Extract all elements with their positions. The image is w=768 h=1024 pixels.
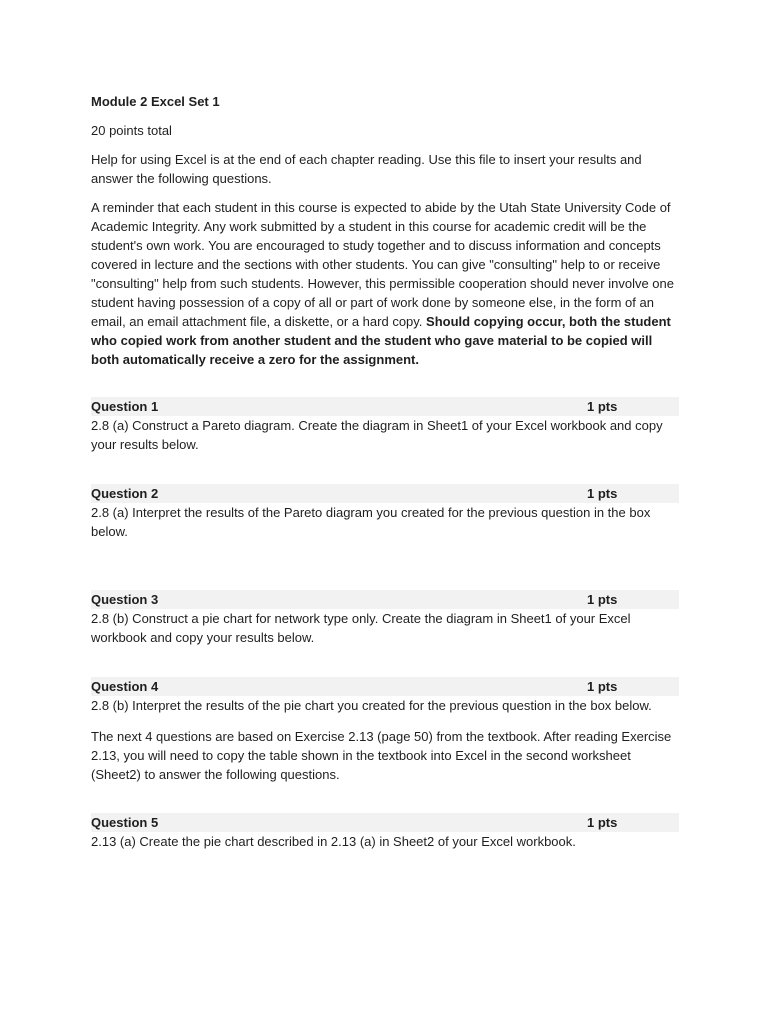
question-text: 2.8 (b) Construct a pie chart for network type only. Create the diagram in Sheet1 of your Excel workbook and copy your results below.: [91, 611, 631, 645]
document-title: Module 2 Excel Set 1: [91, 94, 220, 109]
question-header: [91, 813, 679, 832]
academic-integrity-paragraph: [91, 198, 679, 369]
question-text: 2.8 (a) Construct a Pareto diagram. Create the diagram in Sheet1 of your Excel workbook and copy your results below.: [91, 418, 663, 452]
question-text: 2.13 (a) Create the pie chart described in 2.13 (a) in Sheet2 of your Excel workbook.: [91, 834, 576, 849]
points-total: 20 points total: [91, 123, 172, 138]
question-label: Question 1: [91, 399, 159, 414]
question-points: 1 pts: [587, 486, 618, 501]
question-block: [91, 590, 679, 647]
question-header: [91, 590, 679, 609]
question-header: [91, 484, 679, 503]
question-block: [91, 813, 679, 851]
question-label: Question 2: [91, 486, 159, 501]
question-points: 1 pts: [587, 399, 618, 414]
question-text: 2.8 (b) Interpret the results of the pie chart you created for the previous question in the box below.: [91, 698, 652, 713]
question-block: [91, 484, 679, 541]
question-block: [91, 397, 679, 454]
question-points: 1 pts: [587, 679, 618, 694]
question-text: 2.8 (a) Interpret the results of the Pareto diagram you created for the previous question in the box below.: [91, 505, 651, 539]
exercise-note-paragraph: The next 4 questions are based on Exercise 2.13 (page 50) from the textbook. After reading Exercise 2.13, you will need to copy the table shown in the textbook into Excel in the second worksheet (Sheet2) to answer the following questions.: [91, 729, 672, 782]
question-block: [91, 677, 679, 715]
question-points: 1 pts: [587, 592, 618, 607]
integrity-text: A reminder that each student in this course is expected to abide by the Utah State University Code of Academic Integrity. Any work submitted by a student in this course for academic credit will be the student's own work. You are encouraged to study together and to discuss information and concepts covered in lecture and the sections with other students. You can give "consulting" help to or receive "consulting" help from such students. However, this permissible cooperation should never involve one student having possession of a copy of all or part of work done by someone else, in the form of an email, an email attachment file, a diskette, or a hard copy.: [91, 200, 674, 329]
intro-paragraph: Help for using Excel is at the end of each chapter reading. Use this file to insert your results and answer the following questions.: [91, 152, 642, 186]
question-header: [91, 677, 679, 696]
question-label: Question 5: [91, 815, 159, 830]
question-points: 1 pts: [587, 815, 618, 830]
question-label: Question 4: [91, 679, 159, 694]
document-page: [91, 92, 679, 851]
question-label: Question 3: [91, 592, 159, 607]
question-header: [91, 397, 679, 416]
integrity-warning: Should copying occur, both the student who copied work from another student and the student who gave material to be copied will both automatically receive a zero for the assignment.: [91, 314, 671, 367]
